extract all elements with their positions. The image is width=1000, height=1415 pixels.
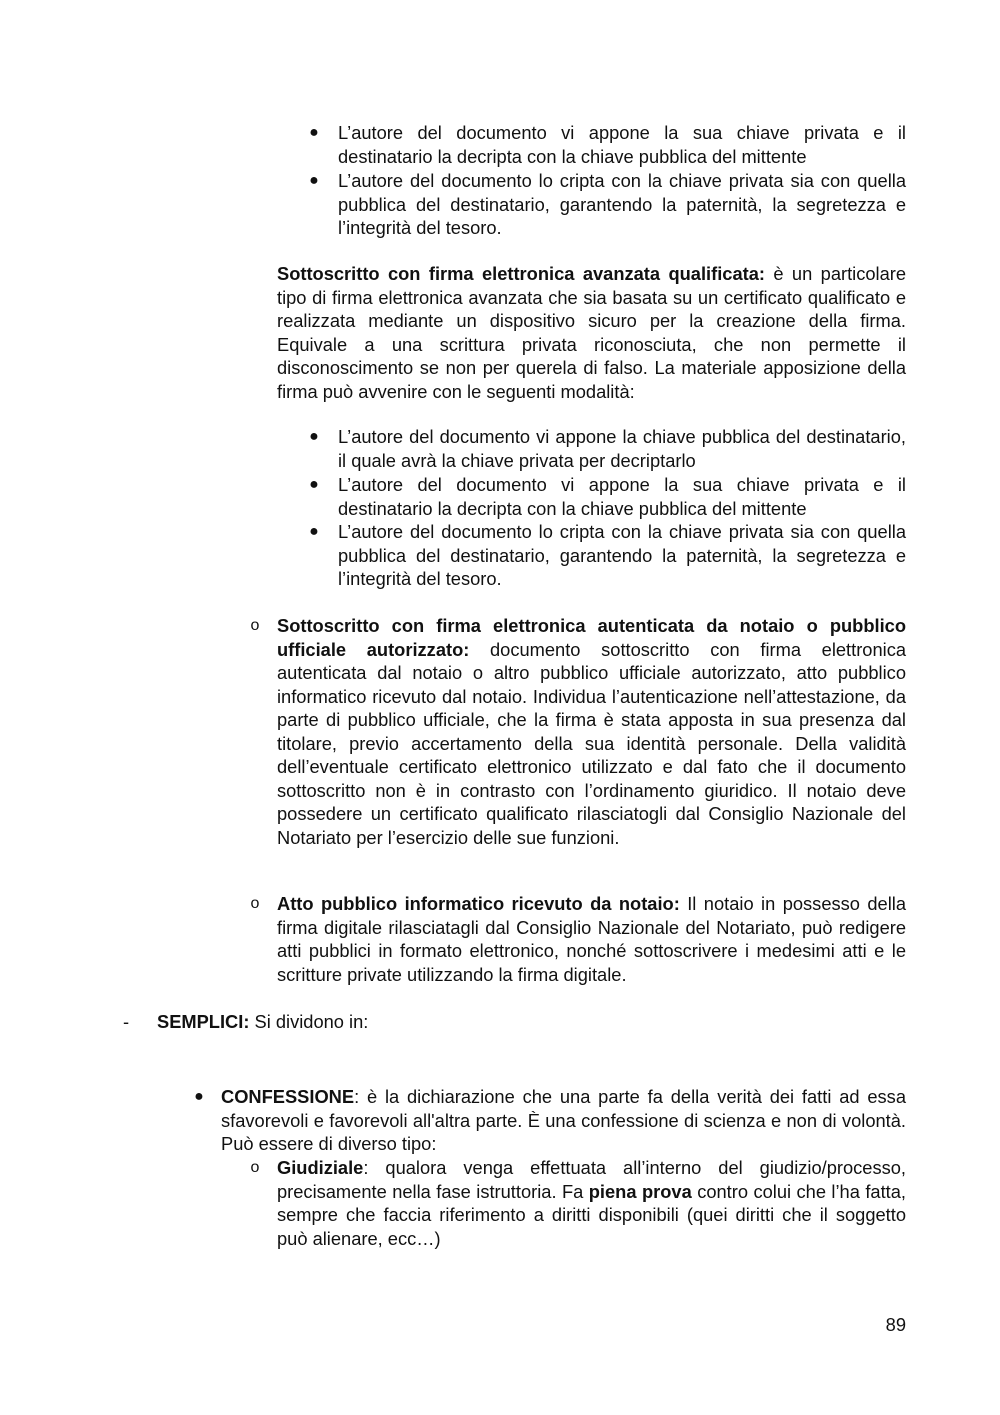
giudiziale-paragraph	[277, 1156, 906, 1250]
qualificata-text: è un particolare tipo di firma elettronica avanzata che sia basata su un certificato qualificato e realizzata mediante un dispositivo sicuro per la creazione della firma. Equivale a una scrittura privata riconosciuta, che non permette il disconoscimento se non per querela di falso. La materiale apposizione della firma può avvenire con le seguenti modalità:	[277, 263, 907, 402]
bullet-dot: ●	[309, 476, 319, 493]
giudiziale-text: : qualora venga effettuata all’interno del giudizio/processo, precisamente nella fase istruttoria. Fa	[277, 1157, 906, 1202]
atto-pubblico-title: Atto pubblico informatico ricevuto da notaio:	[277, 893, 680, 914]
atto-pubblico-paragraph	[277, 892, 906, 986]
semplici-text: Si dividono in:	[249, 1011, 369, 1032]
confessione-paragraph	[221, 1085, 906, 1156]
autenticata-text: documento sottoscritto con firma elettronica autenticata dal notaio o altro pubblico ufficiale autorizzato, atto pubblico informatico ricevuto dal notaio. Individua l’autenticazione nell’attestazione, da parte di pubblico ufficiale, che la firma è stata apposta in sua presenza dal titolare, previo accertamento della sua identità personale. Della validità dell’eventuale certificato elettronico utilizzato e dal fato che il documento sottoscritto non è in contrasto con l’ordinamento giuridico. Il notaio deve possedere un certificato qualificato rilasciatogli dal Consiglio Nazionale del Notariato per l’esercizio delle sue funzioni.	[277, 638, 907, 848]
list-item: L’autore del documento vi appone la chiave pubblica del destinatario, il quale avrà la chiave privata per decriptarlo	[338, 426, 906, 471]
bullet-dot: ●	[309, 428, 319, 445]
giudiziale-title: Giudiziale	[277, 1157, 364, 1178]
semplici-heading	[157, 1010, 857, 1034]
list-item: L’autore del documento lo cripta con la chiave privata sia con quella pubblica del destinatario, garantendo la paternità, la segretezza e l’integrità del tesoro.	[338, 170, 906, 238]
list-item: L’autore del documento lo cripta con la chiave privata sia con quella pubblica del destinatario, garantendo la paternità, la segretezza e l’integrità del tesoro.	[338, 521, 906, 589]
circle-bullet: o	[250, 1159, 260, 1176]
confessione-title: CONFESSIONE	[221, 1086, 355, 1107]
page-number: 89	[885, 1314, 906, 1335]
autenticata-paragraph	[277, 614, 906, 849]
bullet-dot: ●	[309, 523, 319, 540]
list-item: L’autore del documento vi appone la sua chiave privata e il destinatario la decripta con la chiave pubblica del mittente	[338, 474, 906, 519]
confessione-text: : è la dichiarazione che una parte fa della verità dei fatti ad essa sfavorevoli e favorevoli all'altra parte. È una confessione di scienza e non di volontà. Può essere di diverso tipo:	[221, 1086, 906, 1154]
bullet-dot: ●	[194, 1088, 204, 1105]
giudiziale-text-cont: contro colui che l’ha fatta, sempre che faccia riferimento a diritti disponibili (quei diritti che il soggetto può alienare, ecc…)	[277, 1180, 906, 1249]
circle-bullet: o	[250, 617, 260, 634]
circle-bullet: o	[250, 895, 260, 912]
atto-pubblico-text: Il notaio in possesso della firma digitale rilasciatagli dal Consiglio Nazionale del Notariato, può redigere atti pubblici in formato elettronico, nonché sottoscrivere i medesimi atti e le scritture private utilizzando la firma digitale.	[277, 893, 907, 985]
piena-prova: piena prova	[588, 1180, 692, 1202]
bullet-dot: ●	[309, 124, 319, 141]
list-item: L’autore del documento vi appone la sua chiave privata e il destinatario la decripta con la chiave pubblica del mittente	[338, 122, 906, 167]
dash-marker: -	[123, 1011, 130, 1032]
qualificata-title: Sottoscritto con firma elettronica avanzata qualificata:	[277, 263, 765, 284]
semplici-title: SEMPLICI:	[157, 1011, 250, 1032]
qualificata-paragraph	[277, 262, 906, 403]
autenticata-title: Sottoscritto con firma elettronica autenticata da notaio o pubblico ufficiale autorizzato:	[277, 615, 906, 660]
bullet-dot: ●	[309, 172, 319, 189]
